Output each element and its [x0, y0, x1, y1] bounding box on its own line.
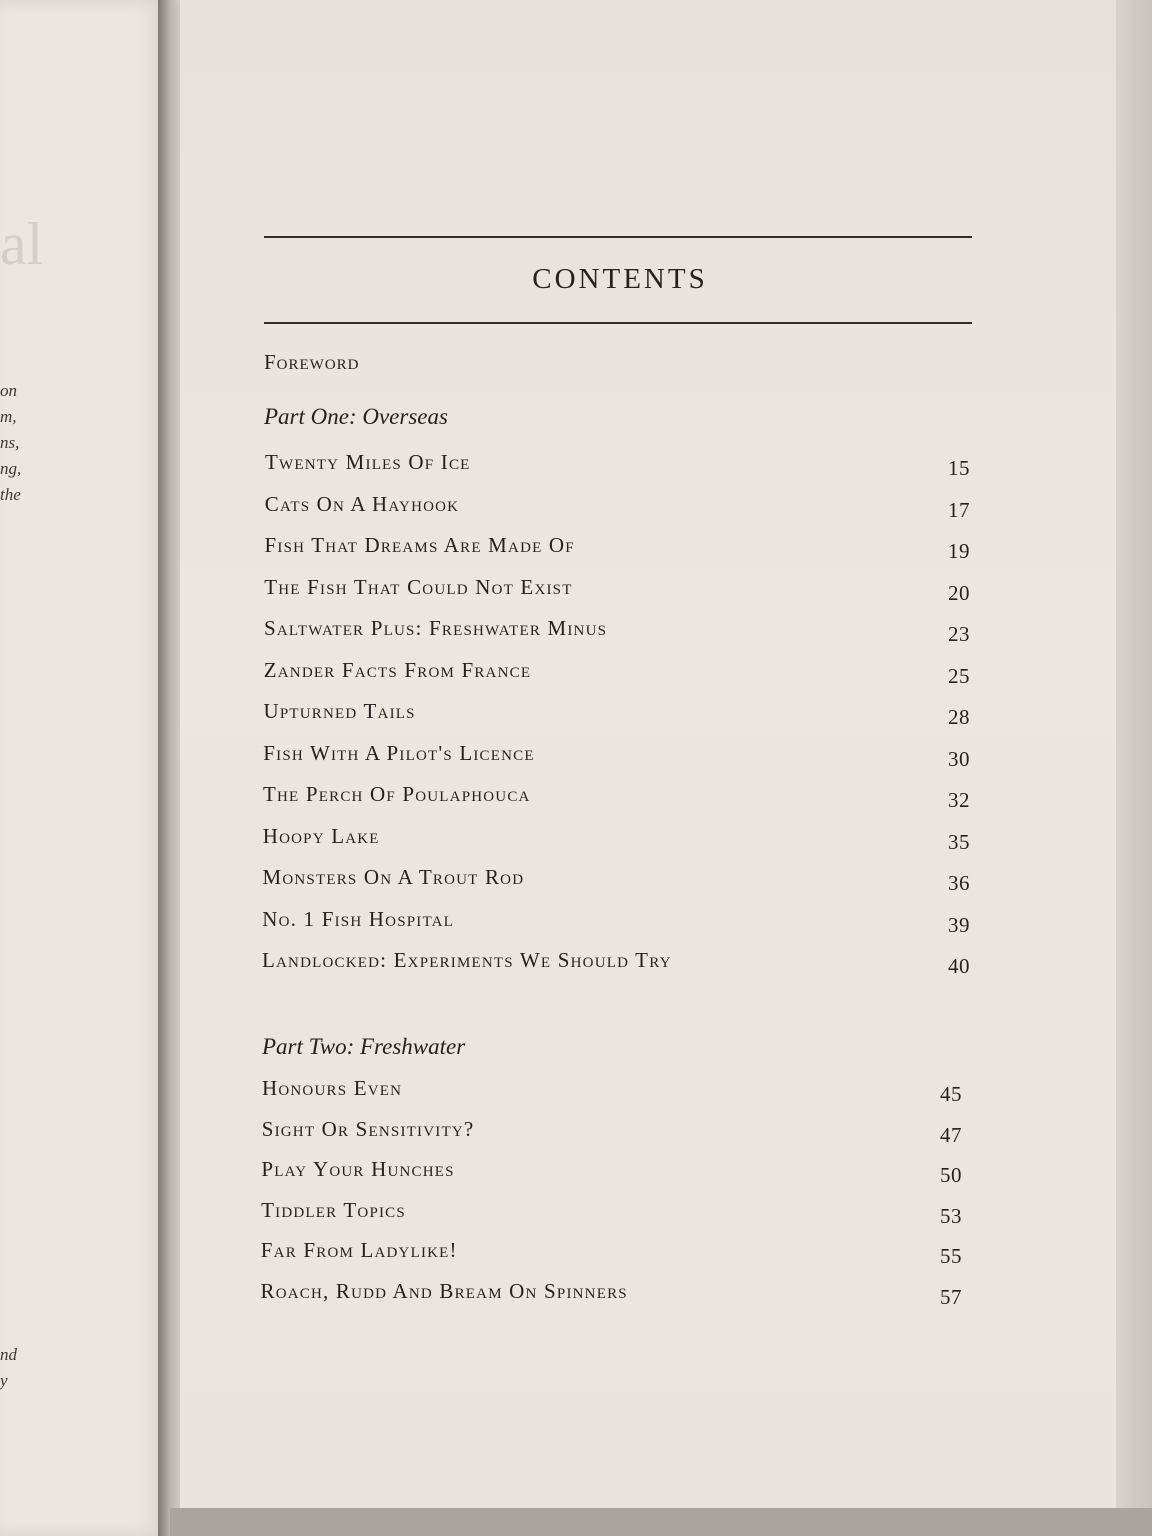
left-fragment: the — [0, 485, 21, 504]
toc-entry — [262, 948, 980, 978]
toc-entry-title: Far From Ladylike! — [260, 1238, 458, 1262]
toc-entry-page-number: 17 — [948, 497, 970, 522]
toc-entry — [261, 1238, 972, 1268]
toc-entry — [263, 865, 981, 895]
toc-entry — [261, 1279, 973, 1309]
title-rule-top — [264, 236, 972, 238]
toc-entry-title: Saltwater Plus: Freshwater Minus — [264, 616, 608, 640]
toc-entry-page-number: 20 — [948, 580, 970, 605]
toc-entry — [265, 533, 981, 563]
title-rule-bottom — [264, 322, 972, 324]
toc-entry — [264, 658, 980, 688]
toc-entry — [262, 1117, 972, 1147]
toc-entry-title: Fish With A Pilot's Licence — [263, 740, 535, 765]
toc-entry-title: Cats On A Hayhook — [264, 491, 460, 516]
toc-entry-page-number: 40 — [948, 954, 970, 978]
toc-entry-page-number: 15 — [948, 456, 970, 480]
toc-entry-page-number: 30 — [948, 746, 970, 771]
toc-entry — [264, 616, 980, 646]
toc-entry-title: Play Your Hunches — [261, 1157, 455, 1181]
toc-entry-page-number: 23 — [948, 622, 970, 646]
toc-entry-title: Fish That Dreams Are Made Of — [264, 533, 575, 557]
toc-entry — [262, 907, 980, 937]
toc-entry — [265, 450, 980, 480]
toc-entry — [261, 1157, 972, 1187]
toc-entry-page-number: 28 — [948, 705, 970, 729]
toc-entry-page-number: 55 — [939, 1244, 962, 1268]
toc-entry-page-number: 39 — [948, 912, 970, 937]
toc-entry-page-number: 36 — [948, 871, 970, 895]
left-page-bottom-fragments — [0, 1342, 17, 1394]
left-fragment: nd — [0, 1345, 17, 1364]
toc-entry — [262, 1076, 972, 1106]
toc-entry-title: Hoopy Lake — [262, 823, 380, 848]
toc-entry-title: The Fish That Could Not Exist — [264, 574, 573, 599]
page-title: CONTENTS — [532, 263, 708, 295]
toc-entry-page-number: 47 — [939, 1122, 962, 1147]
left-facing-page — [0, 0, 165, 1536]
toc-entry-title: Tiddler Topics — [261, 1197, 406, 1222]
left-fragment: y — [0, 1371, 8, 1390]
toc-entry — [261, 1198, 972, 1228]
left-page-show-through: al — [0, 211, 44, 277]
left-fragment: ns, — [0, 433, 20, 452]
toc-entry-page-number: 32 — [948, 788, 970, 812]
toc-entry-title: Zander Facts From France — [263, 657, 532, 682]
toc-entry-page-number: 50 — [939, 1163, 962, 1187]
toc-entry — [263, 782, 980, 812]
toc-entry-title: Honours Even — [262, 1076, 403, 1100]
toc-entry-title: The Perch Of Poulaphouca — [263, 782, 531, 806]
toc-entry-title: Sight Or Sensitivity? — [261, 1116, 475, 1141]
left-fragment: on — [0, 381, 17, 400]
bottom-shadow — [170, 1508, 1152, 1536]
toc-entry — [263, 741, 980, 771]
toc-entry-title: No. 1 Fish Hospital — [262, 906, 455, 931]
toc-entry-page-number: 35 — [948, 829, 970, 854]
toc-entry — [264, 575, 980, 605]
left-fragment: ng, — [0, 459, 22, 478]
toc-entry-page-number: 57 — [940, 1284, 962, 1309]
toc-entry — [264, 699, 981, 729]
page-edge — [1116, 0, 1152, 1536]
toc-entry-page-number: 25 — [948, 663, 970, 688]
toc-entry-title: Monsters On A Trout Rod — [262, 865, 525, 889]
toc-entry-page-number: 45 — [940, 1082, 962, 1106]
left-fragment: m, — [0, 407, 17, 426]
toc-entry-title: Upturned Tails — [263, 699, 416, 723]
toc-part-heading: Part Two: Freshwater — [262, 1034, 466, 1059]
toc-part-heading: Part One: Overseas — [264, 404, 448, 429]
left-page-text-fragments — [0, 378, 30, 508]
toc-entry-page-number: 53 — [939, 1203, 962, 1228]
toc-entry — [263, 824, 980, 854]
toc-entry-title: Landlocked: Experiments We Should Try — [262, 948, 672, 972]
toc-entry-title: Twenty Miles Of Ice — [265, 450, 471, 474]
toc-entry-page-number: 19 — [948, 539, 970, 563]
toc-entry — [265, 492, 980, 522]
toc-foreword: Foreword — [264, 350, 360, 374]
toc-entry-title: Roach, Rudd And Bream On Spinners — [260, 1278, 628, 1303]
